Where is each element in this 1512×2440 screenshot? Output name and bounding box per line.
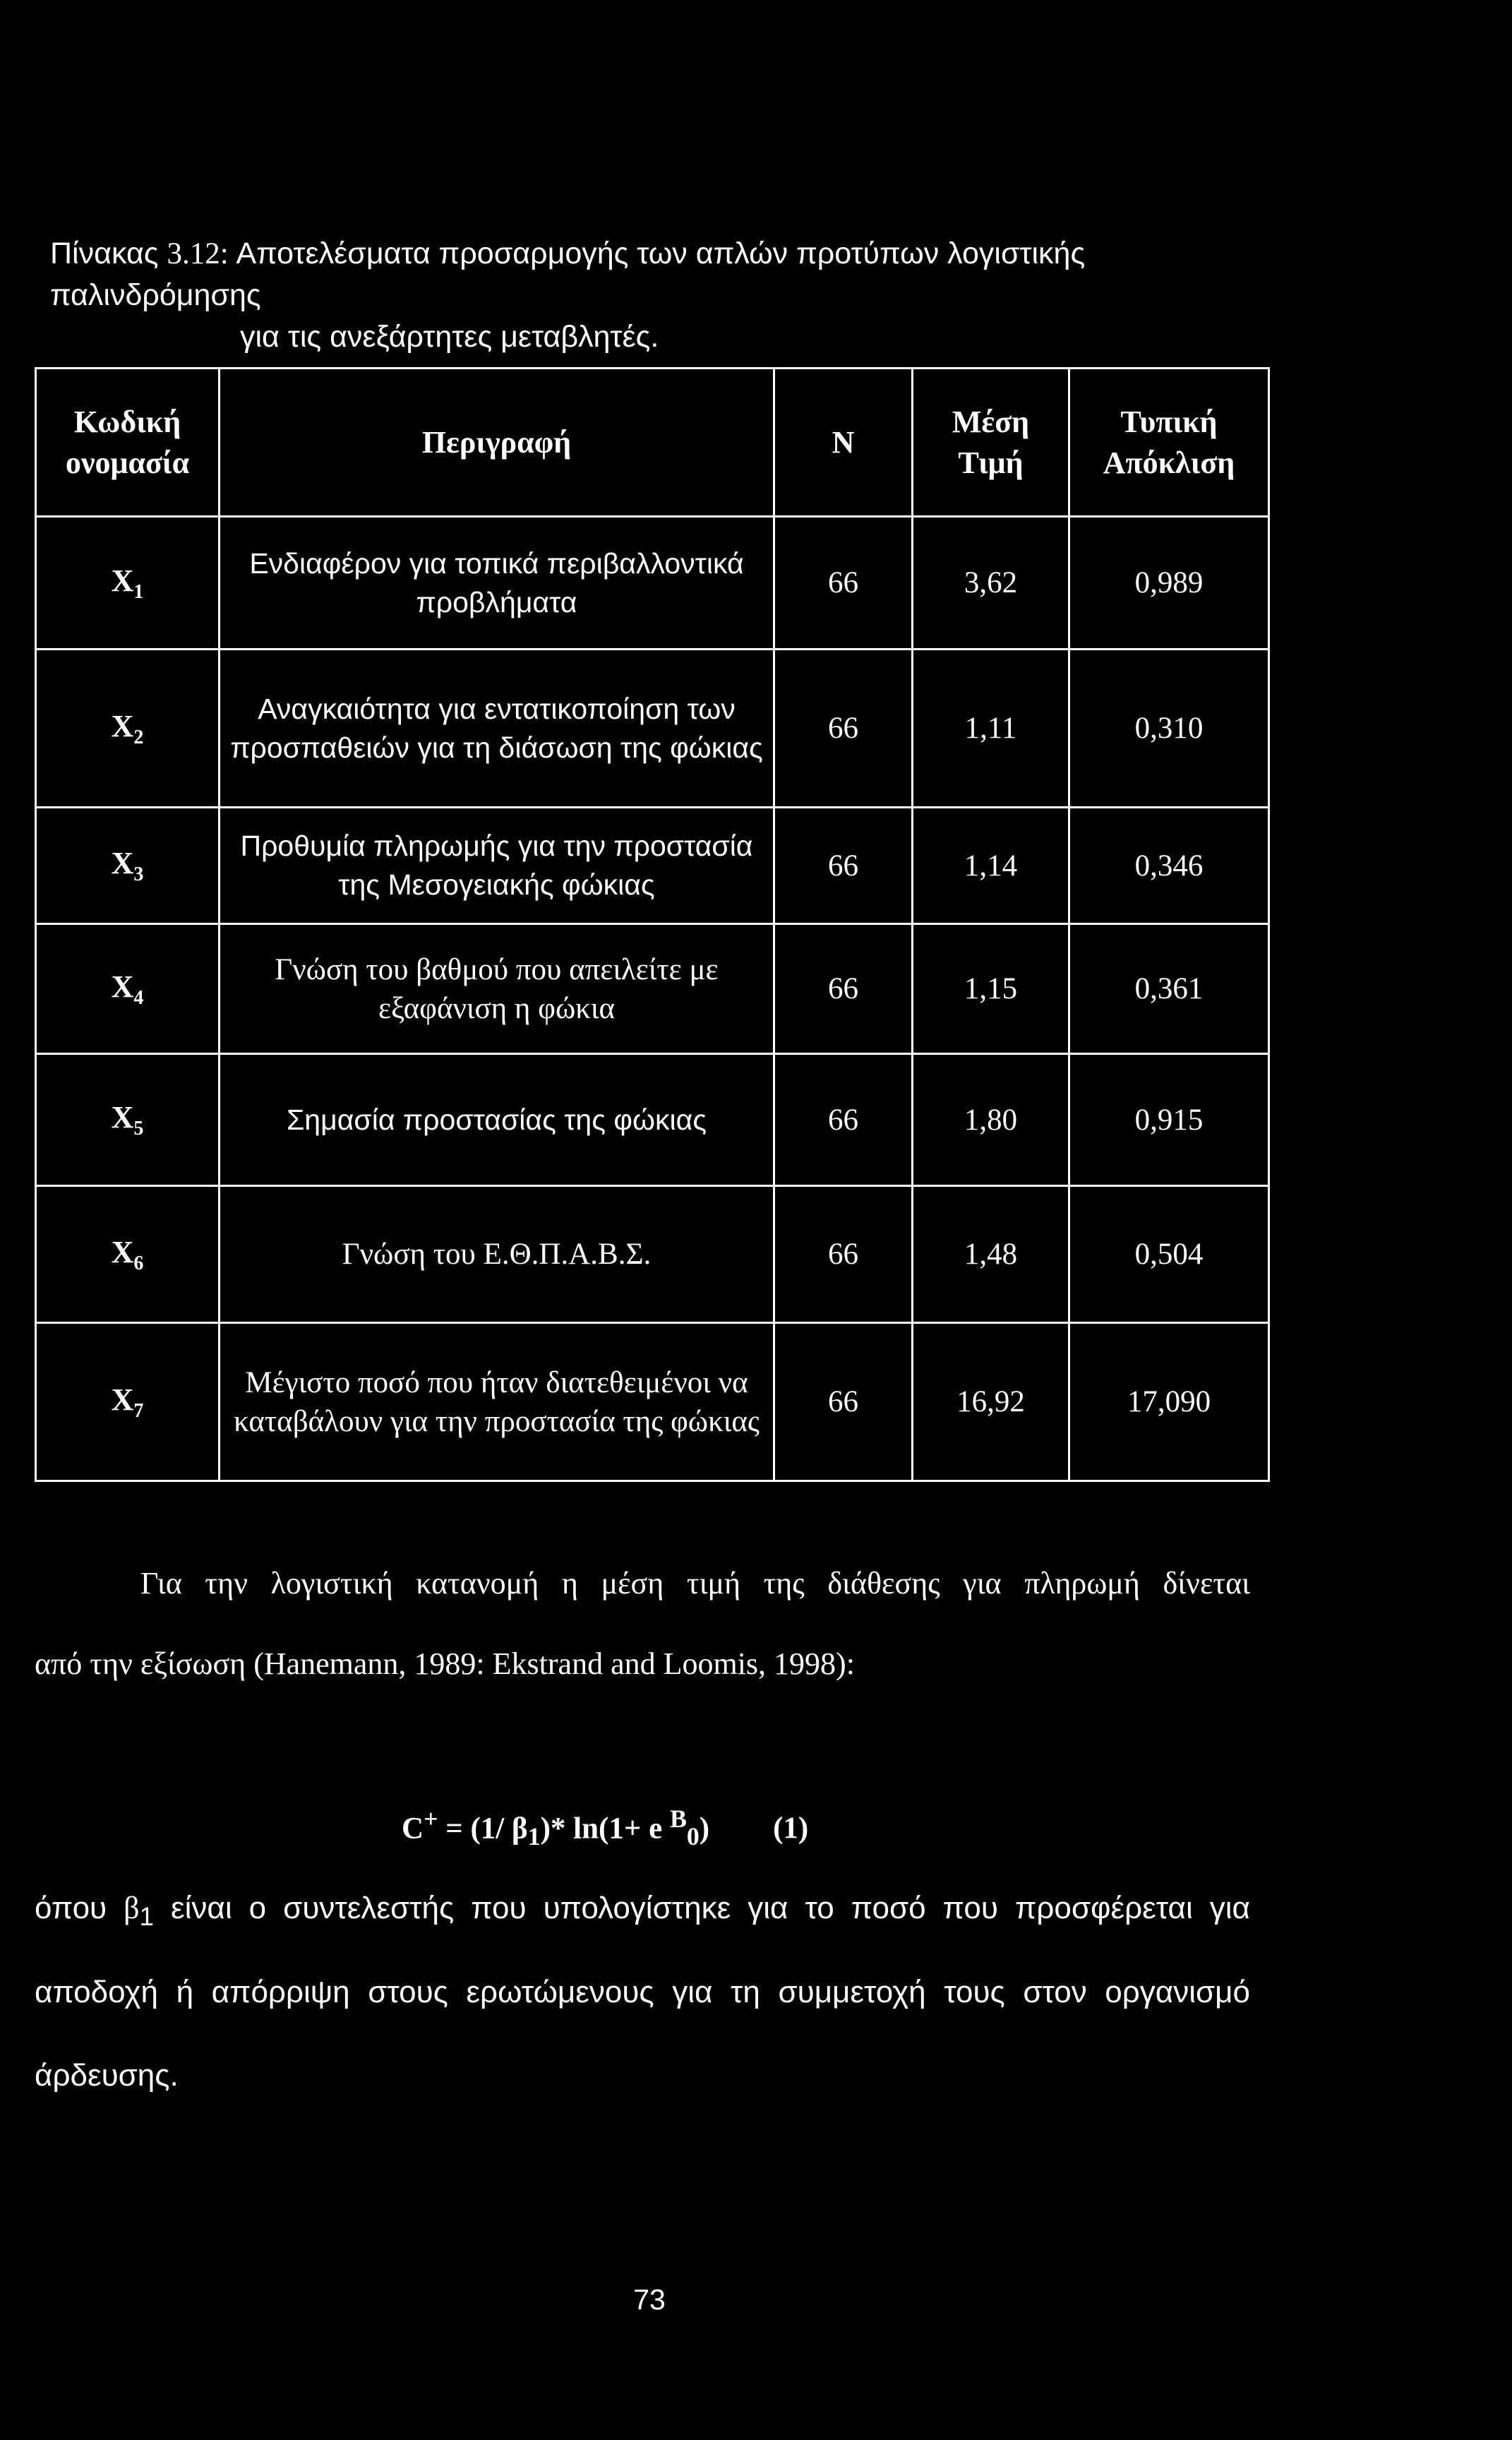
row-mean: 1,48 bbox=[913, 1186, 1069, 1323]
row-sd: 0,504 bbox=[1069, 1186, 1269, 1323]
code-letter: X bbox=[111, 846, 134, 881]
caption-text: Αποτελέσματα προσαρμογής των απλών προτύπων λογιστικής παλινδρόμησης bbox=[50, 237, 1086, 312]
code-subscript: 7 bbox=[133, 1399, 144, 1422]
code-letter: X bbox=[111, 708, 134, 743]
results-table bbox=[35, 367, 1270, 1482]
row-n: 66 bbox=[774, 1186, 913, 1323]
row-code-cell bbox=[36, 517, 220, 650]
eq-sub-0: 0 bbox=[686, 1822, 700, 1850]
caption-number: 3.12: bbox=[167, 237, 236, 270]
table-row bbox=[36, 924, 1269, 1054]
row-description: Γνώση του βαθμού που απειλείτε με εξαφάνιση η φώκια bbox=[220, 924, 774, 1054]
header-n: N bbox=[774, 369, 913, 517]
header-mean: Μέση Τιμή bbox=[913, 369, 1069, 517]
table-row bbox=[36, 1186, 1269, 1323]
eq-part3: ) bbox=[699, 1812, 710, 1846]
row-mean: 16,92 bbox=[913, 1323, 1069, 1481]
table-row bbox=[36, 808, 1269, 924]
code-letter: X bbox=[111, 1382, 134, 1417]
row-code-cell bbox=[36, 808, 220, 924]
code-subscript: 2 bbox=[133, 726, 144, 748]
row-code-cell bbox=[36, 1323, 220, 1481]
row-sd: 0,346 bbox=[1069, 808, 1269, 924]
paragraph-3 bbox=[35, 1887, 1250, 1938]
p3-rest: είναι ο συντελεστής που υπολογίστηκε για το ποσό που προσφέρεται για bbox=[153, 1891, 1250, 1925]
row-description: Σημασία προστασίας της φώκιας bbox=[220, 1054, 774, 1186]
code-subscript: 6 bbox=[133, 1252, 144, 1274]
row-description: Προθυμία πληρωμής για την προστασία της Μεσογειακής φώκιας bbox=[220, 808, 774, 924]
code-letter: X bbox=[111, 969, 134, 1004]
code-subscript: 5 bbox=[133, 1117, 144, 1140]
row-mean: 1,14 bbox=[913, 808, 1069, 924]
eq-sup-b: B bbox=[669, 1805, 687, 1833]
code-subscript: 3 bbox=[133, 863, 144, 885]
eq-part1: = (1/ bbox=[438, 1812, 512, 1846]
row-description: Μέγιστο ποσό που ήταν διατεθειμένοι να καταβάλουν για την προστασία της φώκιας bbox=[220, 1323, 774, 1481]
row-n: 66 bbox=[774, 924, 913, 1054]
eq-c: C bbox=[402, 1812, 424, 1846]
eq-plus: + bbox=[424, 1805, 438, 1833]
row-code-cell bbox=[36, 1186, 220, 1323]
caption-label: Πίνακας bbox=[50, 237, 167, 270]
paragraph-4: αποδοχή ή απόρριψη στους ερωτώμενους για τη συμμετοχή τους στον οργανισμό bbox=[35, 1975, 1250, 2009]
row-mean: 1,80 bbox=[913, 1054, 1069, 1186]
eq-beta-sub: 1 bbox=[527, 1822, 541, 1850]
row-description: Ενδιαφέρον για τοπικά περιβαλλοντικά προβλήματα bbox=[220, 517, 774, 650]
code-letter: X bbox=[111, 1100, 134, 1135]
table-row bbox=[36, 1323, 1269, 1481]
row-n: 66 bbox=[774, 1054, 913, 1186]
row-mean: 1,11 bbox=[913, 650, 1069, 808]
row-sd: 0,361 bbox=[1069, 924, 1269, 1054]
row-sd: 17,090 bbox=[1069, 1323, 1269, 1481]
eq-part2: )* ln(1+ e bbox=[540, 1812, 670, 1846]
code-letter: X bbox=[111, 1234, 134, 1269]
code-letter: X bbox=[111, 563, 134, 598]
paragraph-1: Για την λογιστική κατανομή η μέση τιμή της διάθεσης για πληρωμή δίνεται bbox=[140, 1566, 1250, 1601]
equation bbox=[402, 1804, 808, 1851]
paragraph-5: άρδευσης. bbox=[35, 2058, 179, 2093]
caption-text-line2: για τις ανεξάρτητες μεταβλητές. bbox=[240, 320, 659, 354]
row-n: 66 bbox=[774, 808, 913, 924]
row-code-cell bbox=[36, 650, 220, 808]
row-n: 66 bbox=[774, 1323, 913, 1481]
row-description: Γνώση του Ε.Θ.Π.Α.Β.Σ. bbox=[220, 1186, 774, 1323]
header-sd: Τυπική Απόκλιση bbox=[1069, 369, 1269, 517]
table-row bbox=[36, 517, 1269, 650]
p3-start: όπου bbox=[35, 1891, 124, 1925]
code-subscript: 1 bbox=[133, 580, 144, 603]
row-mean: 3,62 bbox=[913, 517, 1069, 650]
row-code-cell bbox=[36, 924, 220, 1054]
page-number: 73 bbox=[633, 2283, 666, 2316]
row-mean: 1,15 bbox=[913, 924, 1069, 1054]
row-sd: 0,915 bbox=[1069, 1054, 1269, 1186]
header-description: Περιγραφή bbox=[220, 369, 774, 517]
eq-beta: β bbox=[512, 1812, 528, 1846]
table-header-row bbox=[36, 369, 1269, 517]
header-code: Κωδική ονομασία bbox=[36, 369, 220, 517]
row-n: 66 bbox=[774, 650, 913, 808]
table-caption bbox=[50, 233, 1264, 358]
equation-number: (1) bbox=[773, 1812, 809, 1846]
paragraph-2: από την εξίσωση (Hanemann, 1989: Ekstrand and Loomis, 1998): bbox=[35, 1646, 855, 1681]
row-sd: 0,989 bbox=[1069, 517, 1269, 650]
row-n: 66 bbox=[774, 517, 913, 650]
table-row bbox=[36, 1054, 1269, 1186]
p3-beta: β bbox=[124, 1891, 140, 1925]
row-code-cell bbox=[36, 1054, 220, 1186]
p3-beta-sub: 1 bbox=[139, 1901, 154, 1931]
row-description: Αναγκαιότητα για εντατικοποίηση των προσπαθειών για τη διάσωση της φώκιας bbox=[220, 650, 774, 808]
code-subscript: 4 bbox=[133, 986, 144, 1009]
row-sd: 0,310 bbox=[1069, 650, 1269, 808]
table-row bbox=[36, 650, 1269, 808]
